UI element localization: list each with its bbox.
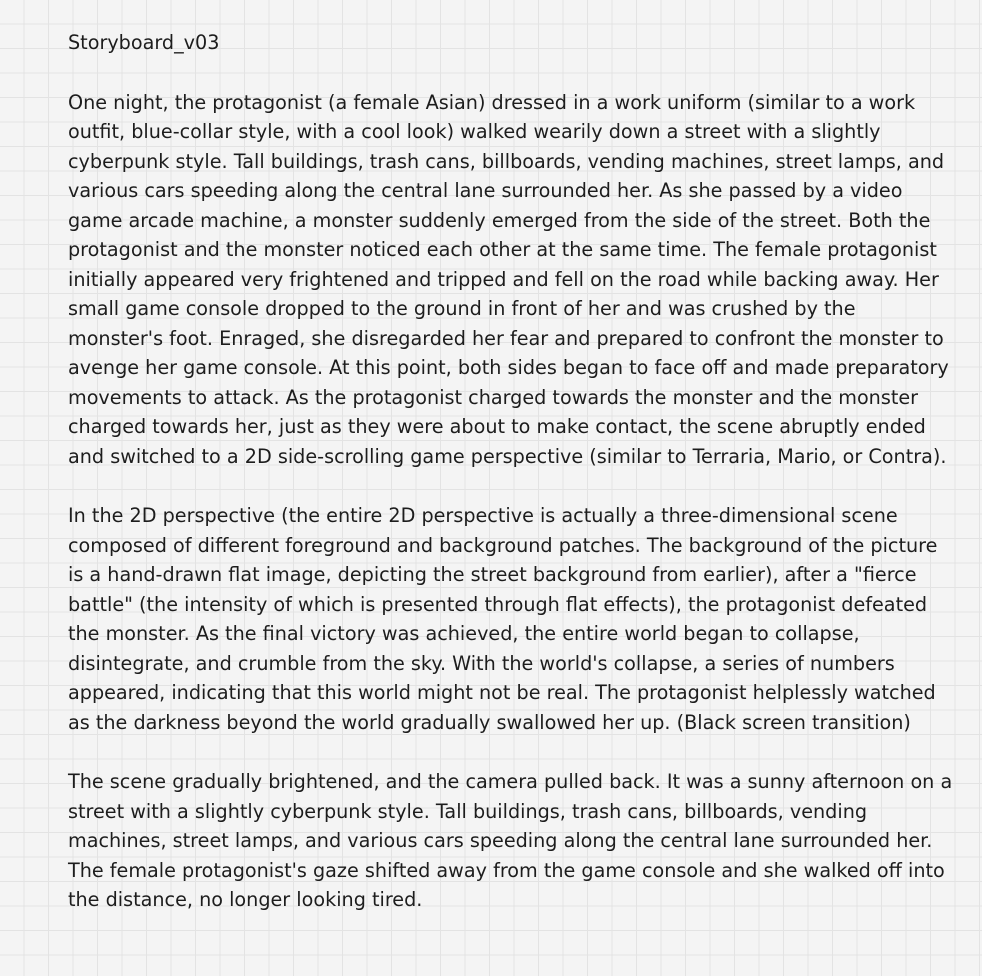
- paragraph-ending: The scene gradually brightened, and the camera pulled back. It was a sunny afternoon on a street with a slightly cyberpunk style. Tall buildings, trash cans, billboards, vending machines, street lamps, and various cars speeding along the central lane surrounded her. The female protagonist's gaze shifted away from the game console and she walked off into the distance, no longer looking tired.: [68, 770, 953, 911]
- storyboard-document: [68, 28, 958, 945]
- paragraph-opening-scene: One night, the protagonist (a female Asian) dressed in a work uniform (similar to a work outfit, blue-collar style, with a cool look) walked wearily down a street with a slightly cyberpunk style. Tall buildings, trash cans, billboards, vending machines, street lamps, and various cars speeding along the central lane surrounded her. As she passed by a video game arcade machine, a monster suddenly emerged from the side of the street. Both the protagonist and the monster noticed each other at the same time. The female protagonist initially appeared very frightened and tripped and fell on the road while backing away. Her small game console dropped to the ground in front of her and was crushed by the monster's foot. Enraged, she disregarded her fear and prepared to confront the monster to avenge her game console. At this point, both sides began to face off and made preparatory movements to attack. As the protagonist charged towards the monster and the monster charged towards her, just as they were about to make contact, the scene abruptly ended and switched to a 2D side-scrolling game perspective (similar to Terraria, Mario, or Contra).: [68, 90, 949, 468]
- paragraph-2d-battle: In the 2D perspective (the entire 2D perspective is actually a three-dimensional scene composed of different foreground and background patches. The background of the picture is a hand-drawn flat image, depicting the street background from earlier), after a "fierce battle" (the intensity of which is presented through flat effects), the protagonist defeated the monster. As the final victory was achieved, the entire world began to collapse, disintegrate, and crumble from the sky. With the world's collapse, a series of numbers appeared, indicating that this world might not be real. The protagonist helplessly watched as the darkness beyond the world gradually swallowed her up. (Black screen transition): [68, 504, 938, 734]
- document-title: Storyboard_v03: [68, 31, 220, 54]
